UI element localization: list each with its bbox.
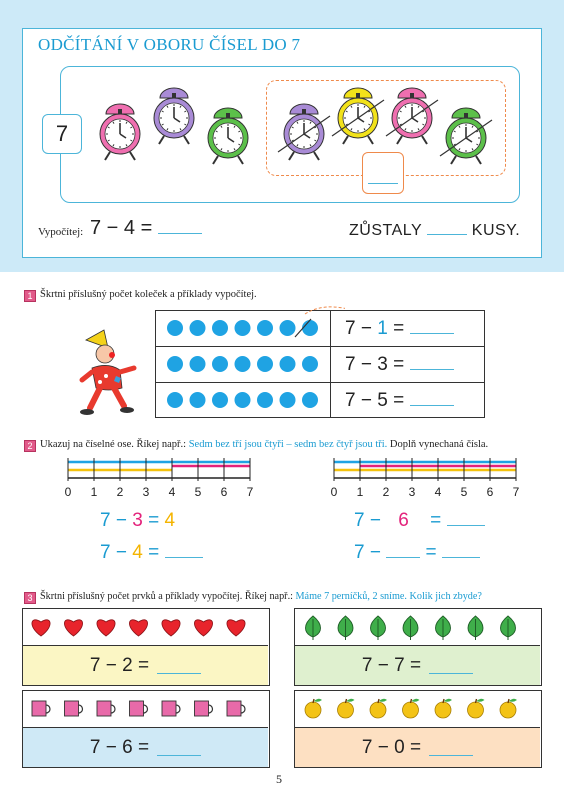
dots-illustration[interactable]	[155, 296, 345, 418]
apple-icon[interactable]	[500, 699, 517, 718]
instruction-example: Sedm bez tří jsou čtyři – sedm bez čtyř jsou tři.	[188, 439, 388, 450]
task-3-card	[22, 690, 270, 768]
equation-number: 7	[354, 542, 365, 563]
items-row[interactable]	[23, 691, 268, 727]
alarm-clock-icon	[386, 88, 438, 144]
pieces-word: KUSY.	[471, 222, 521, 239]
number-line-label: 0	[330, 485, 338, 499]
calc-expression	[90, 217, 202, 240]
instruction-text: Škrtni příslušný počet prvků a příklady vypočítej. Říkej např.:	[40, 591, 296, 602]
dot[interactable]	[257, 392, 273, 408]
leaf-icon[interactable]	[306, 616, 321, 640]
equation-equals: =	[148, 542, 160, 563]
calc-answer-blank[interactable]	[158, 233, 202, 234]
heart-icon[interactable]	[194, 620, 212, 636]
number-line-label: 6	[220, 485, 228, 499]
equation-equals: =	[393, 318, 405, 339]
task-3-instruction	[40, 591, 482, 602]
items-row[interactable]	[23, 609, 268, 645]
answer-blank[interactable]	[165, 557, 203, 558]
task-2-instruction	[40, 439, 488, 450]
answer-blank[interactable]	[429, 657, 473, 674]
equation-number: 7	[100, 542, 111, 563]
number-line-label: 7	[512, 485, 520, 499]
intro-title: ODČÍTÁNÍ V OBORU ČÍSEL DO 7	[38, 35, 301, 54]
task-3-equation: 7 − 2 =	[89, 654, 150, 676]
dot[interactable]	[280, 356, 296, 372]
dot[interactable]	[212, 320, 228, 336]
alarm-clock-icon	[208, 108, 248, 164]
task-3-equation-row	[295, 727, 540, 767]
dot[interactable]	[235, 392, 251, 408]
task-1-instruction: Škrtni příslušný počet koleček a příklady vypočítej.	[40, 289, 257, 300]
equation-equals: =	[148, 510, 160, 531]
equation-equals: =	[425, 542, 437, 563]
number-line-label: 4	[434, 485, 442, 499]
instruction-example: Máme 7 perníčků, 2 sníme. Kolik jich zbyde?	[295, 591, 482, 602]
remain-word: ZŮSTALY	[349, 222, 422, 239]
apple-icon[interactable]	[338, 699, 355, 718]
number-line-label: 6	[486, 485, 494, 499]
answer-blank[interactable]	[410, 333, 454, 334]
equation-operator: −	[115, 510, 127, 531]
answer-box[interactable]	[362, 152, 404, 194]
heart-icon[interactable]	[97, 620, 115, 636]
number-line-right	[324, 456, 524, 504]
cup-icon[interactable]	[130, 701, 148, 716]
task-3-card	[294, 690, 542, 768]
instruction-text: Ukazuj na číselné ose. Říkej např.:	[40, 439, 189, 450]
number-line-label: 0	[64, 485, 72, 499]
answer-blank[interactable]	[368, 183, 398, 184]
task-3-card	[22, 608, 270, 686]
equation-number: 1	[377, 318, 388, 339]
dot[interactable]	[190, 392, 206, 408]
equation-number: 7	[345, 390, 356, 411]
number-line-label: 1	[356, 485, 364, 499]
apple-icon[interactable]	[370, 699, 387, 718]
heart-icon[interactable]	[162, 620, 180, 636]
dot[interactable]	[212, 392, 228, 408]
number-line-label: 2	[382, 485, 390, 499]
apple-icon[interactable]	[435, 699, 452, 718]
apple-icon[interactable]	[403, 699, 420, 718]
equation-operator: −	[360, 354, 372, 375]
task-3-equation: 7 − 0 =	[361, 736, 422, 758]
leaf-icon[interactable]	[501, 616, 516, 640]
dot[interactable]	[212, 356, 228, 372]
number-line-left	[58, 456, 258, 504]
alarm-clock-icon	[332, 88, 384, 144]
task-2-number: 2	[24, 440, 36, 452]
leaf-icon[interactable]	[468, 616, 483, 640]
cup-icon[interactable]	[65, 701, 83, 716]
equation-operator: −	[369, 510, 381, 531]
dot[interactable]	[280, 320, 296, 336]
equation-number: 4	[164, 510, 176, 531]
alarm-clock-icon	[154, 88, 194, 144]
answer-blank[interactable]	[157, 739, 201, 756]
clocks-illustration	[90, 86, 500, 176]
dot[interactable]	[167, 392, 183, 408]
equation-number: 7	[100, 510, 111, 531]
equation-number: 6	[398, 510, 409, 531]
equation-operator: −	[360, 390, 372, 411]
apple-icon[interactable]	[305, 699, 322, 718]
heart-icon[interactable]	[227, 620, 245, 636]
cup-icon[interactable]	[227, 701, 245, 716]
equation-operator: −	[115, 542, 127, 563]
task-3-equation-row	[23, 727, 268, 767]
equation-number: 7	[345, 318, 356, 339]
task-3-card	[294, 608, 542, 686]
number-line-label: 5	[194, 485, 202, 499]
cup-icon[interactable]	[97, 701, 115, 716]
calc-label: Vypočítej:	[38, 226, 84, 238]
calc-expression-text: 7 − 4 =	[90, 217, 153, 239]
answer-blank[interactable]	[157, 657, 201, 674]
cup-icon[interactable]	[32, 701, 50, 716]
cup-icon[interactable]	[162, 701, 180, 716]
equation-number: 7	[354, 510, 365, 531]
equation-number: 3	[377, 354, 388, 375]
heart-icon[interactable]	[129, 620, 147, 636]
leaf-icon[interactable]	[371, 616, 386, 640]
equation-number: 5	[377, 390, 388, 411]
dot[interactable]	[302, 320, 318, 336]
task-3-number: 3	[24, 592, 36, 604]
dot[interactable]	[167, 356, 183, 372]
answer-blank[interactable]	[429, 739, 473, 756]
task-3-equation: 7 − 6 =	[89, 736, 150, 758]
number-line-label: 1	[90, 485, 98, 499]
dot[interactable]	[235, 320, 251, 336]
dot[interactable]	[280, 392, 296, 408]
task-1-equation	[345, 354, 454, 376]
dot[interactable]	[167, 320, 183, 336]
alarm-clock-icon	[278, 104, 330, 160]
dot[interactable]	[190, 356, 206, 372]
number-line-label: 2	[116, 485, 124, 499]
task-3-equation: 7 − 7 =	[361, 654, 422, 676]
heart-icon[interactable]	[32, 620, 50, 636]
items-row[interactable]	[295, 691, 540, 727]
equation-equals: =	[393, 354, 405, 375]
answer-blank[interactable]	[410, 369, 454, 370]
task-3-equation-row	[295, 645, 540, 685]
equation-equals: =	[393, 390, 405, 411]
instruction-text: Doplň vynechaná čísla.	[387, 439, 489, 450]
number-line-label: 4	[168, 485, 176, 499]
leaf-icon[interactable]	[436, 616, 451, 640]
dashed-arc	[305, 307, 345, 318]
number-line-label: 5	[460, 485, 468, 499]
remain-answer-blank[interactable]	[427, 234, 467, 235]
dot[interactable]	[190, 320, 206, 336]
answer-blank[interactable]	[386, 557, 420, 558]
dot[interactable]	[257, 356, 273, 372]
number-line-label: 3	[408, 485, 416, 499]
apple-icon[interactable]	[468, 699, 485, 718]
task-2-right-equation	[354, 542, 480, 564]
equation-number: 7	[345, 354, 356, 375]
page-number: 5	[276, 772, 282, 786]
number-line-label: 7	[246, 485, 254, 499]
heart-icon[interactable]	[64, 620, 82, 636]
clown-illustration	[78, 328, 138, 418]
leaf-icon[interactable]	[338, 616, 353, 640]
equation-number: 4	[132, 542, 143, 563]
alarm-clock-icon	[440, 108, 492, 164]
answer-blank[interactable]	[410, 405, 454, 406]
equation-operator: −	[369, 542, 381, 563]
dot[interactable]	[302, 356, 318, 372]
task-3-equation-row	[23, 645, 268, 685]
task-1-equation	[345, 318, 454, 340]
task-2-right-equation	[354, 510, 485, 532]
items-row[interactable]	[295, 609, 540, 645]
task-1-equation	[345, 390, 454, 412]
task-2-left-equation	[100, 542, 203, 564]
cup-icon[interactable]	[195, 701, 213, 716]
dot[interactable]	[257, 320, 273, 336]
equation-number: 3	[132, 510, 143, 531]
number-line-label: 3	[142, 485, 150, 499]
leaf-icon[interactable]	[403, 616, 418, 640]
start-number-box: 7	[42, 114, 82, 154]
equation-operator: −	[360, 318, 372, 339]
equation-equals: =	[430, 510, 442, 531]
dot[interactable]	[235, 356, 251, 372]
task-1-number: 1	[24, 290, 36, 302]
dot[interactable]	[302, 392, 318, 408]
remain-sentence	[349, 222, 520, 240]
answer-blank[interactable]	[447, 525, 485, 526]
answer-blank[interactable]	[442, 557, 480, 558]
alarm-clock-icon	[100, 104, 140, 160]
task-2-left-equation	[100, 510, 175, 532]
